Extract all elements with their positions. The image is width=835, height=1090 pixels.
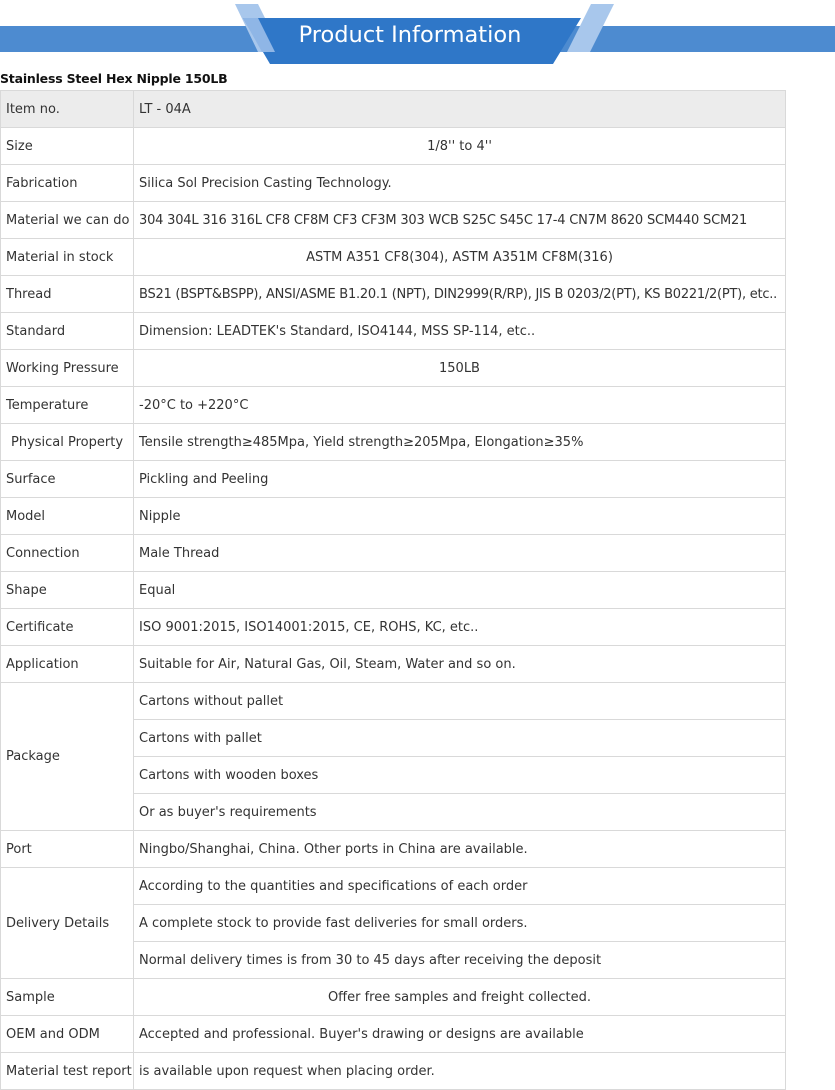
table-row xyxy=(1,1053,786,1090)
row-label: Material in stock xyxy=(1,239,134,276)
table-row xyxy=(1,979,786,1016)
table-row xyxy=(1,461,786,498)
row-label: Working Pressure xyxy=(1,350,134,387)
row-value: BS21 (BSPT&BSPP), ANSI/ASME B1.20.1 (NPT), DIN2999(R/RP), JIS B 0203/2(PT), KS B0221/2(PT), etc.. xyxy=(134,276,786,313)
table-row xyxy=(1,128,786,165)
row-label: Package xyxy=(1,683,134,831)
row-value: 1/8'' to 4'' xyxy=(134,128,786,165)
table-row xyxy=(1,313,786,350)
table-row xyxy=(1,572,786,609)
table-row xyxy=(1,239,786,276)
row-value: Cartons with pallet xyxy=(134,720,786,757)
row-value: Silica Sol Precision Casting Technology. xyxy=(134,165,786,202)
row-label: Shape xyxy=(1,572,134,609)
row-label: Item no. xyxy=(1,91,134,128)
row-value: Dimension: LEADTEK's Standard, ISO4144, MSS SP-114, etc.. xyxy=(134,313,786,350)
row-label: Physical Property xyxy=(1,424,134,461)
row-label: Material we can do xyxy=(1,202,134,239)
row-value: 150LB xyxy=(134,350,786,387)
table-row xyxy=(1,424,786,461)
row-label: Delivery Details xyxy=(1,868,134,979)
row-value: -20°C to +220°C xyxy=(134,387,786,424)
table-row xyxy=(1,535,786,572)
row-value: Cartons with wooden boxes xyxy=(134,757,786,794)
row-value: Nipple xyxy=(134,498,786,535)
row-value: 304 304L 316 316L CF8 CF8M CF3 CF3M 303 WCB S25C S45C 17-4 CN7M 8620 SCM440 SCM21 xyxy=(134,202,786,239)
table-row xyxy=(1,498,786,535)
row-value: Tensile strength≥485Mpa, Yield strength≥205Mpa, Elongation≥35% xyxy=(134,424,786,461)
row-label: Material test report xyxy=(1,1053,134,1090)
row-label: Port xyxy=(1,831,134,868)
spec-table xyxy=(0,90,786,1090)
row-label: Thread xyxy=(1,276,134,313)
table-row xyxy=(1,202,786,239)
row-label: Application xyxy=(1,646,134,683)
row-label: Temperature xyxy=(1,387,134,424)
row-value: Suitable for Air, Natural Gas, Oil, Steam, Water and so on. xyxy=(134,646,786,683)
table-row xyxy=(1,683,786,720)
row-label: Sample xyxy=(1,979,134,1016)
row-value: Ningbo/Shanghai, China. Other ports in China are available. xyxy=(134,831,786,868)
row-value: Normal delivery times is from 30 to 45 days after receiving the deposit xyxy=(134,942,786,979)
section-banner xyxy=(0,0,835,64)
product-name: Stainless Steel Hex Nipple 150LB xyxy=(0,71,228,86)
row-value: A complete stock to provide fast deliveries for small orders. xyxy=(134,905,786,942)
table-row xyxy=(1,868,786,905)
table-row xyxy=(1,831,786,868)
row-label: Model xyxy=(1,498,134,535)
row-label: Standard xyxy=(1,313,134,350)
row-value: is available upon request when placing order. xyxy=(134,1053,786,1090)
row-value: According to the quantities and specifications of each order xyxy=(134,868,786,905)
table-row xyxy=(1,387,786,424)
row-value: ASTM A351 CF8(304), ASTM A351M CF8M(316) xyxy=(134,239,786,276)
row-value: Offer free samples and freight collected. xyxy=(134,979,786,1016)
row-label: OEM and ODM xyxy=(1,1016,134,1053)
table-row xyxy=(1,646,786,683)
table-row xyxy=(1,276,786,313)
table-row xyxy=(1,609,786,646)
table-row xyxy=(1,350,786,387)
row-value: Cartons without pallet xyxy=(134,683,786,720)
table-row xyxy=(1,1016,786,1053)
row-label: Connection xyxy=(1,535,134,572)
row-value: Or as buyer's requirements xyxy=(134,794,786,831)
row-value: Accepted and professional. Buyer's drawing or designs are available xyxy=(134,1016,786,1053)
table-row xyxy=(1,91,786,128)
row-label: Certificate xyxy=(1,609,134,646)
row-value: Pickling and Peeling xyxy=(134,461,786,498)
row-label: Fabrication xyxy=(1,165,134,202)
row-label: Size xyxy=(1,128,134,165)
row-value: Equal xyxy=(134,572,786,609)
banner-title: Product Information xyxy=(298,22,522,48)
table-row xyxy=(1,165,786,202)
row-value: LT - 04A xyxy=(134,91,786,128)
row-value: ISO 9001:2015, ISO14001:2015, CE, ROHS, KC, etc.. xyxy=(134,609,786,646)
row-value: Male Thread xyxy=(134,535,786,572)
row-label: Surface xyxy=(1,461,134,498)
